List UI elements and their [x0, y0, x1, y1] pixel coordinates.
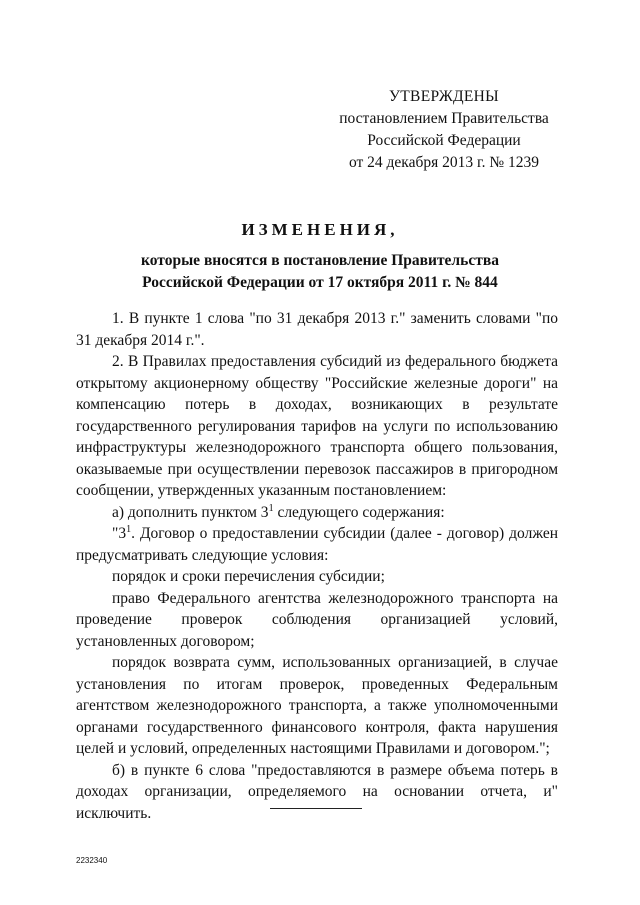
paragraph-3 — [76, 502, 558, 524]
superscript: 1 — [126, 523, 132, 535]
paragraph-7: порядок возврата сумм, использованных организацией, в случае установления по итогам проверок, проведенных Федеральным агентством железнодорожного транспорта, а также уполномоченными органами государственного финансового контроля, факта нарушения целей и условий, определенных настоящими Правилами и договором."; — [76, 654, 558, 757]
subtitle-line-1: которые вносятся в постановление Правительства — [141, 252, 499, 269]
approval-line-1: постановлением Правительства — [339, 110, 549, 127]
approval-line-2: Российской Федерации — [367, 132, 521, 149]
paragraph-3-text: а) дополнить пунктом 3 — [112, 503, 269, 521]
document-title: ИЗМЕНЕНИЯ, — [241, 220, 399, 239]
closing-rule — [270, 808, 362, 809]
document-number: 2232340 — [76, 856, 108, 865]
approval-block — [330, 86, 558, 174]
paragraph-4-text-end: . Договор о предоставлении субсидии (далее - договор) должен предусматривать следующие условия: — [76, 525, 558, 564]
approved-heading: УТВЕРЖДЕНЫ — [389, 88, 499, 105]
paragraph-3-text-end: следующего содержания: — [273, 503, 445, 521]
approval-line-3: от 24 декабря 2013 г. № 1239 — [348, 154, 540, 171]
superscript: 1 — [268, 502, 274, 514]
document-subtitle — [60, 250, 580, 294]
paragraph-5: порядок и сроки перечисления субсидии; — [112, 568, 385, 585]
paragraph-1: 1. В пункте 1 слова "по 31 декабря 2013 г." заменить словами "по 31 декабря 2014 г.". — [76, 310, 558, 349]
title-block — [60, 220, 580, 294]
paragraph-2: 2. В Правилах предоставления субсидий из федерального бюджета открытому акционерному обществу "Российские железные дороги" на компенсацию потерь в доходах, возникающих в результате государственного регулирования тарифов на услуги по использованию инфраструктуры железнодорожного транспорта общего пользования, оказываемые при осуществлении перевозок пассажиров в пригородном сообщении, утвержденных указанным постановлением: — [76, 353, 558, 499]
paragraph-8: б) в пункте 6 слова "предоставляются в размере объема потерь в доходах организации, определяемого на основании отчета, и" исключить. — [76, 761, 558, 822]
subtitle-line-2: Российской Федерации от 17 октября 2011 г. № 844 — [142, 274, 498, 291]
paragraph-4 — [76, 523, 558, 566]
paragraph-6: право Федерального агентства железнодорожного транспорта на проведение проверок соблюдения организацией условий, установленных договором; — [76, 589, 558, 650]
paragraph-4-text: "3 — [112, 525, 127, 542]
document-body — [76, 308, 558, 824]
